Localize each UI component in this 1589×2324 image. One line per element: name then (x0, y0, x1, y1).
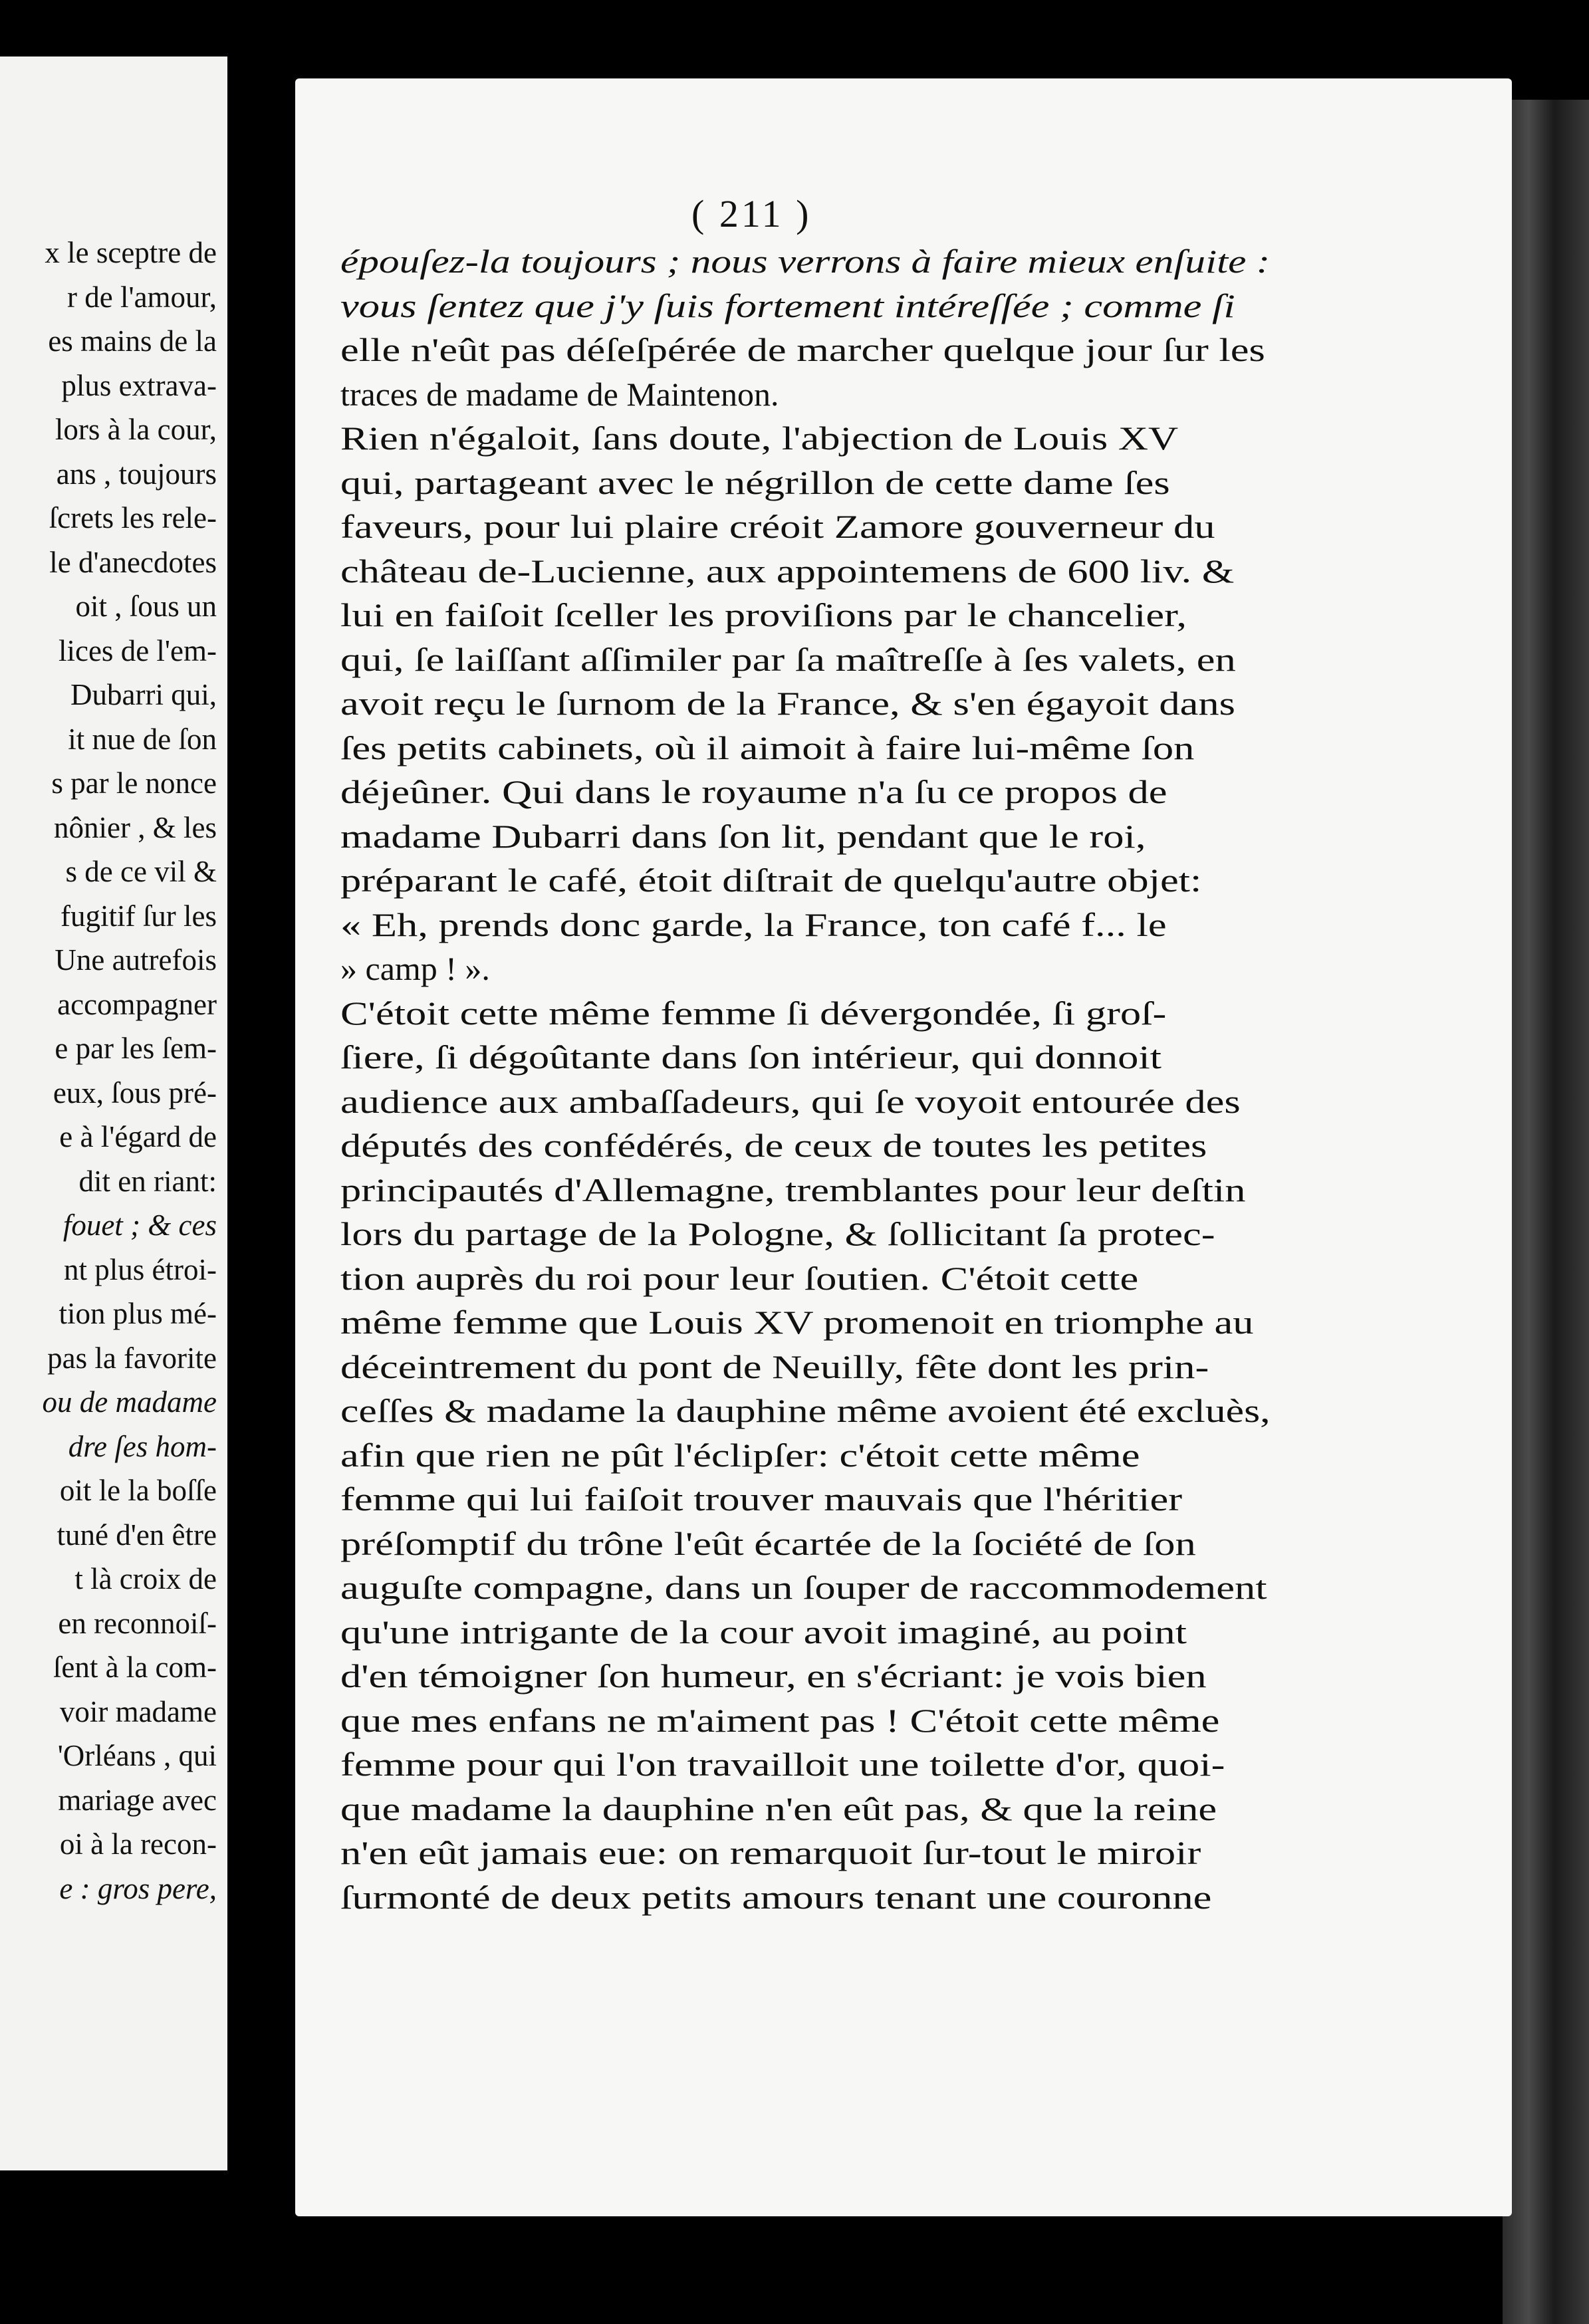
text-line: madame Dubarri dans ſon lit, pendant que le roi, (340, 817, 1146, 855)
facing-page-line: Dubarri qui, (70, 678, 217, 711)
text-line: ſiere, ſi dégoûtante dans ſon intérieur, qui donnoit (340, 1038, 1162, 1076)
text-line: principautés d'Allemagne, tremblantes pour leur deſtin (340, 1171, 1246, 1209)
facing-page-line: tion plus mé- (59, 1297, 217, 1330)
facing-page-line: ou de madame (42, 1385, 217, 1419)
text-line: vous ſentez que j'y ſuis fortement intéreſſée ; comme ſi (340, 287, 1235, 324)
text-line: C'étoit cette même femme ſi dévergondée, ſi groſ- (340, 994, 1167, 1032)
text-line: traces de madame de Maintenon. (340, 375, 779, 413)
text-line: épouſez-la toujours ; nous verrons à faire mieux enſuite : (340, 243, 1271, 280)
facing-page-line: lices de l'em- (58, 634, 217, 667)
text-line: « Eh, prends donc garde, la France, ton café f... le (340, 905, 1167, 943)
text-line: femme pour qui l'on travailloit une toilette d'or, quoi- (340, 1746, 1225, 1783)
facing-page-line: lors à la cour, (55, 413, 217, 446)
facing-page-line: e par les ſem- (55, 1032, 217, 1065)
text-line: faveurs, pour lui plaire créoit Zamore gouverneur du (340, 508, 1215, 545)
facing-page-line: e à l'égard de (59, 1120, 217, 1153)
text-line: préſomptif du trône l'eût écartée de la ſociété de ſon (340, 1524, 1196, 1562)
text-line: déceintrement du pont de Neuilly, fête dont les prin- (340, 1347, 1209, 1385)
facing-page-line: 'Orléans , qui (57, 1739, 217, 1772)
facing-page-line: r de l'amour, (67, 280, 217, 314)
text-line: qui, partageant avec le négrillon de cette dame ſes (340, 463, 1170, 501)
facing-page-line: voir madame (59, 1694, 217, 1728)
text-line: château de-Lucienne, aux appointemens de 600 liv. & (340, 552, 1235, 590)
text-line: auguſte compagne, dans un ſouper de raccommodement (340, 1569, 1267, 1606)
facing-page-line: en reconnoiſ- (58, 1606, 217, 1640)
facing-page-line: oit le la boſſe (59, 1474, 217, 1507)
facing-page-line: accompagner (57, 987, 217, 1021)
text-line: qu'une intrigante de la cour avoit imaginé, au point (340, 1613, 1187, 1651)
facing-page-line: ſent à la com- (53, 1651, 217, 1684)
facing-page-line: it nue de ſon (68, 722, 217, 756)
facing-page-line: oit , ſous un (75, 590, 217, 623)
facing-page-line: e : gros pere, (59, 1871, 217, 1905)
facing-page-line: x le sceptre de (45, 236, 217, 269)
text-line: déjeûner. Qui dans le royaume n'a ſu ce propos de (340, 773, 1167, 810)
text-line: que mes enfans ne m'aiment pas ! C'étoit cette même (340, 1701, 1220, 1739)
facing-page-line: plus extrava- (61, 368, 217, 402)
text-line: même femme que Louis XV promenoit en triomphe au (340, 1304, 1254, 1341)
facing-page-line: s de ce vil & (65, 855, 217, 888)
facing-page-line: dre ſes hom- (68, 1429, 217, 1463)
text-line: députés des confédérés, de ceux de toutes les petites (340, 1127, 1207, 1164)
text-line: Rien n'égaloit, ſans doute, l'abjection de Louis XV (340, 419, 1179, 457)
book-edge (1503, 100, 1589, 2324)
facing-page-line: pas la favorite (47, 1341, 217, 1375)
text-line: afin que rien ne pût l'éclipſer: c'étoit cette même (340, 1436, 1140, 1474)
facing-page-line: eux, ſous pré- (53, 1076, 217, 1109)
text-line: lui en faiſoit ſceller les proviſions par le chancelier, (340, 596, 1187, 634)
text-line: avoit reçu le ſurnom de la France, & s'en égayoit dans (340, 685, 1235, 722)
text-line: ſes petits cabinets, où il aimoit à faire lui-même ſon (340, 729, 1195, 766)
page-number: ( 211 ) (691, 192, 812, 235)
facing-page-line: ſcrets les rele- (49, 501, 217, 534)
facing-page-line: es mains de la (48, 324, 217, 358)
facing-page-line: oi à la recon- (59, 1827, 217, 1861)
text-line: qui, ſe laiſſant aſſimiler par ſa maîtreſſe à ſes valets, en (340, 640, 1236, 678)
text-line: d'en témoigner ſon humeur, en s'écriant: je vois bien (340, 1657, 1207, 1694)
body-text (340, 239, 1271, 1919)
facing-page-line: fouet ; & ces (62, 1209, 217, 1242)
text-line: tion auprès du roi pour leur ſoutien. C'étoit cette (340, 1259, 1139, 1297)
text-line: ceſſes & madame la dauphine même avoient été excluès, (340, 1392, 1271, 1429)
text-line: que madame la dauphine n'en eût pas, & que la reine (340, 1790, 1217, 1827)
facing-page-line: le d'anecdotes (49, 545, 217, 579)
facing-page-line: ans , toujours (56, 457, 217, 491)
text-line: » camp ! ». (340, 950, 490, 987)
facing-page (0, 57, 227, 2170)
facing-page-line: nt plus étroi- (64, 1252, 217, 1286)
facing-page-line: tuné d'en être (57, 1518, 217, 1552)
text-line: femme qui lui faiſoit trouver mauvais que l'héritier (340, 1480, 1183, 1518)
text-line: n'en eût jamais eue: on remarquoit ſur-tout le miroir (340, 1834, 1201, 1871)
text-line: audience aux ambaſſadeurs, qui ſe voyoit entourée des (340, 1082, 1241, 1120)
facing-page-line: fugitif ſur les (61, 899, 217, 933)
facing-page-line: s par le nonce (51, 766, 217, 800)
facing-page-line: Une autrefois (55, 943, 217, 977)
text-line: ſurmonté de deux petits amours tenant une couronne (340, 1878, 1212, 1916)
facing-page-line: t là croix de (74, 1562, 217, 1595)
text-line: elle n'eût pas déſeſpérée de marcher quelque jour ſur les (340, 331, 1265, 368)
facing-page-line: dit en riant: (78, 1164, 217, 1198)
facing-page-line: nônier , & les (54, 810, 217, 844)
facing-page-line: mariage avec (58, 1783, 217, 1817)
text-line: lors du partage de la Pologne, & ſollicitant ſa protec- (340, 1215, 1215, 1252)
text-line: préparant le café, étoit diſtrait de quelqu'autre objet: (340, 862, 1202, 899)
